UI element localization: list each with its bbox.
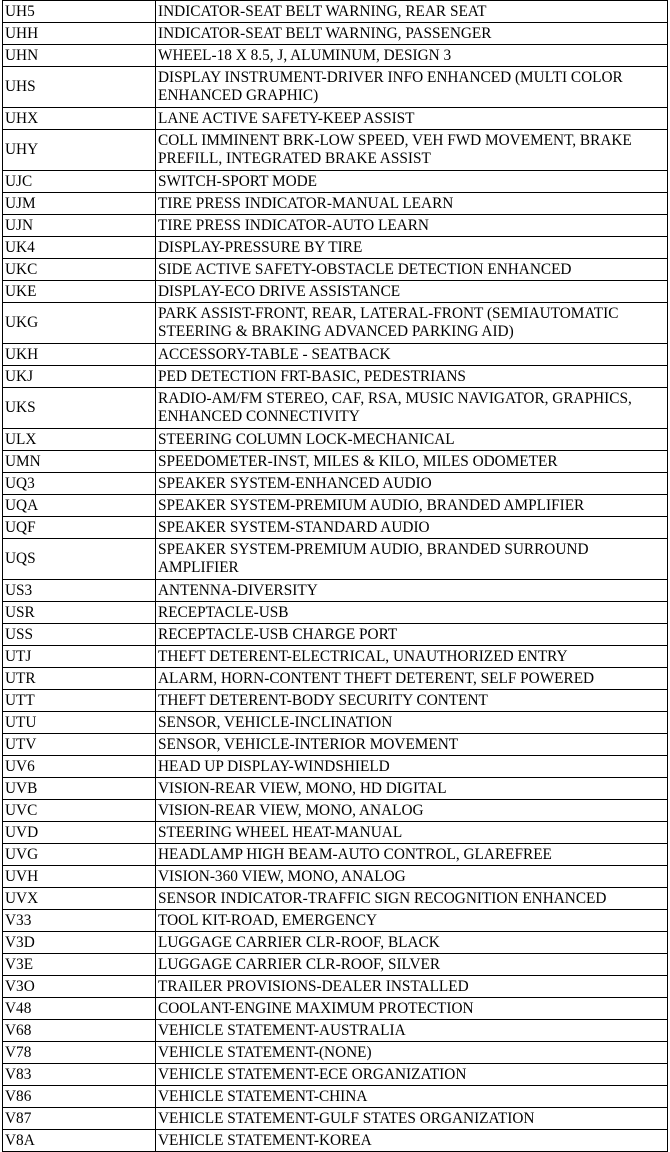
table-row: [3, 517, 668, 539]
option-description-cell: VEHICLE STATEMENT-AUSTRALIA: [156, 1020, 668, 1042]
option-description-cell: SPEAKER SYSTEM-STANDARD AUDIO: [156, 517, 668, 539]
table-row: [3, 193, 668, 215]
table-row: [3, 45, 668, 67]
option-description-cell: DISPLAY-ECO DRIVE ASSISTANCE: [156, 281, 668, 303]
option-code-cell: UKE: [3, 281, 156, 303]
option-description-cell: VISION-REAR VIEW, MONO, HD DIGITAL: [156, 778, 668, 800]
option-description-cell: SENSOR, VEHICLE-INTERIOR MOVEMENT: [156, 734, 668, 756]
table-row: [3, 1, 668, 23]
option-code-cell: UJN: [3, 215, 156, 237]
option-description-cell: DISPLAY INSTRUMENT-DRIVER INFO ENHANCED (MULTI COLOR ENHANCED GRAPHIC): [156, 67, 668, 108]
table-row: [3, 1108, 668, 1130]
option-code-cell: V3D: [3, 932, 156, 954]
option-description-cell: COLL IMMINENT BRK-LOW SPEED, VEH FWD MOVEMENT, BRAKE PREFILL, INTEGRATED BRAKE ASSIST: [156, 130, 668, 171]
table-row: [3, 602, 668, 624]
option-description-cell: SENSOR, VEHICLE-INCLINATION: [156, 712, 668, 734]
table-row: [3, 388, 668, 429]
option-code-cell: USR: [3, 602, 156, 624]
table-row: [3, 734, 668, 756]
option-description-cell: STEERING COLUMN LOCK-MECHANICAL: [156, 429, 668, 451]
option-code-table-container: [2, 0, 667, 1152]
option-code-cell: UTT: [3, 690, 156, 712]
option-code-cell: UKS: [3, 388, 156, 429]
option-description-cell: ANTENNA-DIVERSITY: [156, 580, 668, 602]
option-description-cell: THEFT DETERENT-BODY SECURITY CONTENT: [156, 690, 668, 712]
option-description-cell: HEADLAMP HIGH BEAM-AUTO CONTROL, GLAREFREE: [156, 844, 668, 866]
option-code-cell: V48: [3, 998, 156, 1020]
option-code-cell: UVX: [3, 888, 156, 910]
option-code-cell: V86: [3, 1086, 156, 1108]
option-description-cell: RECEPTACLE-USB CHARGE PORT: [156, 624, 668, 646]
option-code-cell: US3: [3, 580, 156, 602]
table-row: [3, 712, 668, 734]
option-code-cell: ULX: [3, 429, 156, 451]
option-code-cell: UTR: [3, 668, 156, 690]
table-row: [3, 866, 668, 888]
option-description-cell: ACCESSORY-TABLE - SEATBACK: [156, 344, 668, 366]
table-row: [3, 473, 668, 495]
option-code-cell: UTU: [3, 712, 156, 734]
option-description-cell: STEERING WHEEL HEAT-MANUAL: [156, 822, 668, 844]
option-code-cell: V3O: [3, 976, 156, 998]
option-code-cell: V3E: [3, 954, 156, 976]
option-code-cell: UVB: [3, 778, 156, 800]
option-description-cell: RECEPTACLE-USB: [156, 602, 668, 624]
table-row: [3, 1064, 668, 1086]
table-row: [3, 954, 668, 976]
option-code-cell: UQS: [3, 539, 156, 580]
option-description-cell: PED DETECTION FRT-BASIC, PEDESTRIANS: [156, 366, 668, 388]
option-code-cell: UVG: [3, 844, 156, 866]
table-row: [3, 237, 668, 259]
table-row: [3, 778, 668, 800]
table-row: [3, 580, 668, 602]
option-code-cell: V8A: [3, 1130, 156, 1152]
table-row: [3, 108, 668, 130]
option-description-cell: PARK ASSIST-FRONT, REAR, LATERAL-FRONT (SEMIAUTOMATIC STEERING & BRAKING ADVANCED PARKING AID): [156, 303, 668, 344]
option-description-cell: SPEAKER SYSTEM-PREMIUM AUDIO, BRANDED SURROUND AMPLIFIER: [156, 539, 668, 580]
table-row: [3, 1042, 668, 1064]
option-code-cell: UHX: [3, 108, 156, 130]
table-row: [3, 668, 668, 690]
table-row: [3, 888, 668, 910]
table-row: [3, 932, 668, 954]
option-description-cell: ALARM, HORN-CONTENT THEFT DETERENT, SELF POWERED: [156, 668, 668, 690]
option-description-cell: INDICATOR-SEAT BELT WARNING, REAR SEAT: [156, 1, 668, 23]
option-code-cell: UHH: [3, 23, 156, 45]
option-description-cell: WHEEL-18 X 8.5, J, ALUMINUM, DESIGN 3: [156, 45, 668, 67]
option-code-cell: UKC: [3, 259, 156, 281]
option-description-cell: THEFT DETERENT-ELECTRICAL, UNAUTHORIZED ENTRY: [156, 646, 668, 668]
table-row: [3, 800, 668, 822]
table-row: [3, 303, 668, 344]
option-code-cell: V68: [3, 1020, 156, 1042]
option-description-cell: SPEEDOMETER-INST, MILES & KILO, MILES ODOMETER: [156, 451, 668, 473]
option-code-cell: UTV: [3, 734, 156, 756]
option-description-cell: TIRE PRESS INDICATOR-AUTO LEARN: [156, 215, 668, 237]
option-description-cell: SWITCH-SPORT MODE: [156, 171, 668, 193]
table-row: [3, 998, 668, 1020]
option-description-cell: LANE ACTIVE SAFETY-KEEP ASSIST: [156, 108, 668, 130]
table-row: [3, 215, 668, 237]
option-description-cell: VEHICLE STATEMENT-CHINA: [156, 1086, 668, 1108]
option-code-table-body: [3, 0, 668, 1152]
table-row: [3, 822, 668, 844]
option-code-cell: UVH: [3, 866, 156, 888]
option-description-cell: TOOL KIT-ROAD, EMERGENCY: [156, 910, 668, 932]
table-row: [3, 910, 668, 932]
table-row: [3, 646, 668, 668]
option-code-cell: V83: [3, 1064, 156, 1086]
option-code-cell: UVD: [3, 822, 156, 844]
table-row: [3, 976, 668, 998]
option-code-cell: UQF: [3, 517, 156, 539]
table-row: [3, 690, 668, 712]
option-code-cell: UH5: [3, 1, 156, 23]
option-description-cell: SPEAKER SYSTEM-PREMIUM AUDIO, BRANDED AMPLIFIER: [156, 495, 668, 517]
option-description-cell: TRAILER PROVISIONS-DEALER INSTALLED: [156, 976, 668, 998]
table-row: [3, 756, 668, 778]
table-row: [3, 429, 668, 451]
option-code-cell: USS: [3, 624, 156, 646]
option-code-cell: V33: [3, 910, 156, 932]
table-row: [3, 1086, 668, 1108]
option-code-cell: UJM: [3, 193, 156, 215]
option-code-cell: UQA: [3, 495, 156, 517]
table-row: [3, 539, 668, 580]
table-row: [3, 344, 668, 366]
option-code-cell: UJC: [3, 171, 156, 193]
option-description-cell: VEHICLE STATEMENT-ECE ORGANIZATION: [156, 1064, 668, 1086]
option-code-cell: UKH: [3, 344, 156, 366]
option-description-cell: SIDE ACTIVE SAFETY-OBSTACLE DETECTION ENHANCED: [156, 259, 668, 281]
table-row: [3, 171, 668, 193]
option-description-cell: LUGGAGE CARRIER CLR-ROOF, BLACK: [156, 932, 668, 954]
option-description-cell: INDICATOR-SEAT BELT WARNING, PASSENGER: [156, 23, 668, 45]
option-code-cell: UQ3: [3, 473, 156, 495]
option-code-cell: V78: [3, 1042, 156, 1064]
option-code-cell: UHY: [3, 130, 156, 171]
option-code-cell: V87: [3, 1108, 156, 1130]
table-row: [3, 844, 668, 866]
option-description-cell: VEHICLE STATEMENT-GULF STATES ORGANIZATION: [156, 1108, 668, 1130]
option-description-cell: HEAD UP DISPLAY-WINDSHIELD: [156, 756, 668, 778]
option-code-cell: UKG: [3, 303, 156, 344]
option-description-cell: COOLANT-ENGINE MAXIMUM PROTECTION: [156, 998, 668, 1020]
option-code-cell: UK4: [3, 237, 156, 259]
option-code-table: [2, 0, 668, 1152]
option-description-cell: DISPLAY-PRESSURE BY TIRE: [156, 237, 668, 259]
option-description-cell: TIRE PRESS INDICATOR-MANUAL LEARN: [156, 193, 668, 215]
option-code-cell: UKJ: [3, 366, 156, 388]
table-row: [3, 23, 668, 45]
table-row: [3, 281, 668, 303]
option-description-cell: LUGGAGE CARRIER CLR-ROOF, SILVER: [156, 954, 668, 976]
option-code-cell: UVC: [3, 800, 156, 822]
option-description-cell: VISION-360 VIEW, MONO, ANALOG: [156, 866, 668, 888]
option-description-cell: VEHICLE STATEMENT-(NONE): [156, 1042, 668, 1064]
option-code-cell: UHN: [3, 45, 156, 67]
option-description-cell: SPEAKER SYSTEM-ENHANCED AUDIO: [156, 473, 668, 495]
option-code-cell: UTJ: [3, 646, 156, 668]
option-description-cell: SENSOR INDICATOR-TRAFFIC SIGN RECOGNITION ENHANCED: [156, 888, 668, 910]
table-row: [3, 366, 668, 388]
option-code-cell: UMN: [3, 451, 156, 473]
option-description-cell: VISION-REAR VIEW, MONO, ANALOG: [156, 800, 668, 822]
table-row: [3, 451, 668, 473]
table-row: [3, 1020, 668, 1042]
option-description-cell: VEHICLE STATEMENT-KOREA: [156, 1130, 668, 1152]
table-row: [3, 67, 668, 108]
option-description-cell: RADIO-AM/FM STEREO, CAF, RSA, MUSIC NAVIGATOR, GRAPHICS, ENHANCED CONNECTIVITY: [156, 388, 668, 429]
option-code-cell: UV6: [3, 756, 156, 778]
option-code-cell: UHS: [3, 67, 156, 108]
table-row: [3, 495, 668, 517]
table-row: [3, 259, 668, 281]
table-row: [3, 1130, 668, 1152]
table-row: [3, 624, 668, 646]
table-row: [3, 130, 668, 171]
